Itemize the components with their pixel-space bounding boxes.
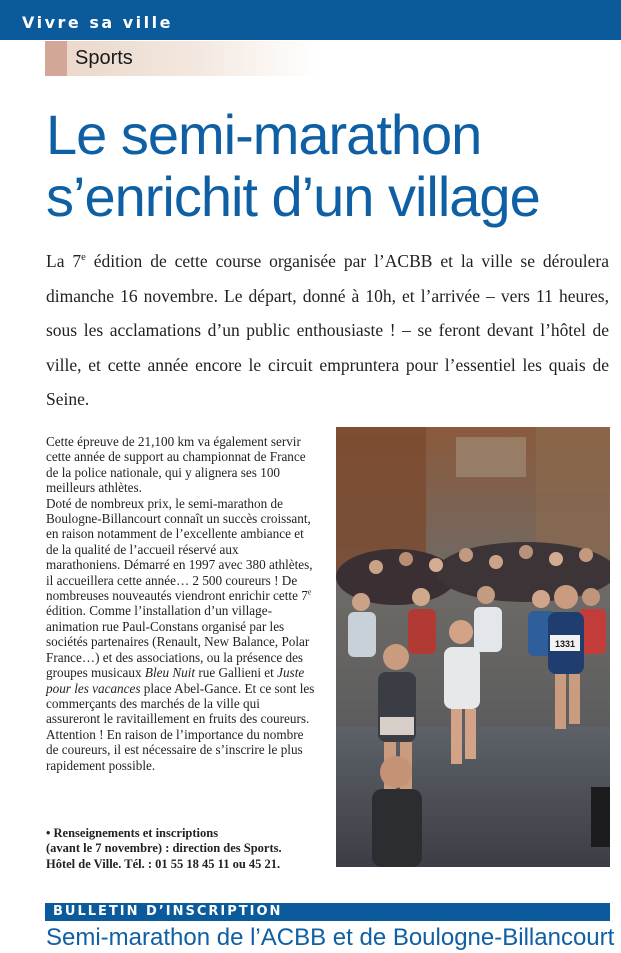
section-header-bar — [0, 0, 621, 40]
headline-line-2: s’enrichit d’un village — [46, 165, 540, 228]
info-line-3: Hôtel de Ville. Tél. : 01 55 18 45 11 ou 45 21. — [46, 856, 281, 871]
article-lead — [46, 244, 609, 417]
body-superscript: e — [307, 587, 312, 597]
registration-form-title: Semi-marathon de l’ACBB et de Boulogne-Billancourt — [46, 924, 615, 951]
race-bib-number: 1331 — [554, 639, 576, 649]
runners-photo-illustration — [336, 427, 610, 867]
section-title: Vivre sa ville — [22, 13, 173, 32]
rubric-bar — [45, 41, 320, 76]
article-body — [46, 434, 316, 773]
lead-text-1: La 7 — [46, 251, 82, 271]
practical-info — [46, 826, 316, 872]
registration-form-bar — [45, 903, 610, 921]
lead-text-2: édition de cette course organisée par l’ACBB et la ville se déroulera dimanche 16 novembre. Le départ, donné à 10h, et l’arrivée – vers 11 heures, sous les acclamations d’un public enthousiaste ! – se feront devant l’hôtel de ville, et cette année encore le circuit empruntera pour l’essentiel les quais de Seine. — [46, 251, 609, 409]
lead-superscript: e — [81, 252, 86, 264]
info-line-1: • Renseignements et inscriptions — [46, 826, 219, 840]
band-name-bleu-nuit: Bleu Nuit — [144, 665, 196, 681]
rubric-label: Sports — [75, 47, 133, 69]
body-text-4: rue Gallieni et — [195, 665, 278, 681]
article-headline — [46, 104, 621, 228]
body-text-3: édition. Comme l’installation d’un village-animation rue Paul-Constans organisé par les sociétés partenaires (Renault, New Balance, Polar France…) et des associations, ou la présence des groupes musicaux — [46, 603, 310, 681]
registration-form-label: BULLETIN D’INSCRIPTION — [53, 904, 283, 919]
rubric-color-swatch — [45, 41, 67, 76]
headline-line-1: Le semi-marathon — [46, 103, 482, 166]
body-text-5: place Abel-Gance. Et ce sont les commerçants des marchés de la ville qui assureront le ravitaillement en fruits des coureurs. Attention ! En raison de l’importance du nombre de coureurs, il est nécessaire de s’inscrire le plus rapidement possible. — [46, 680, 315, 773]
runners-photo — [336, 427, 610, 867]
band-name-juste-pour-les-vacances: Juste pour les vacances — [46, 665, 305, 696]
info-line-2: (avant le 7 novembre) : direction des Sports. — [46, 841, 282, 856]
body-paragraph-1: Cette épreuve de 21,100 km va également servir cette année de support au championnat de France de la police nationale, qui y alignera ses 100 meilleurs athlètes. — [46, 434, 306, 496]
body-paragraph-2: Doté de nombreux prix, le semi-marathon de Boulogne-Billancourt connaît un succès croissant, en raison notamment de l’excellente ambiance et de la qualité de l’accueil réservé aux marathoniens. Démarré en 1997 avec 380 athlètes, il accueillera cette année… 2 500 coureurs ! De nombreuses nouveautés viendront enrichir cette 7 — [46, 495, 313, 604]
